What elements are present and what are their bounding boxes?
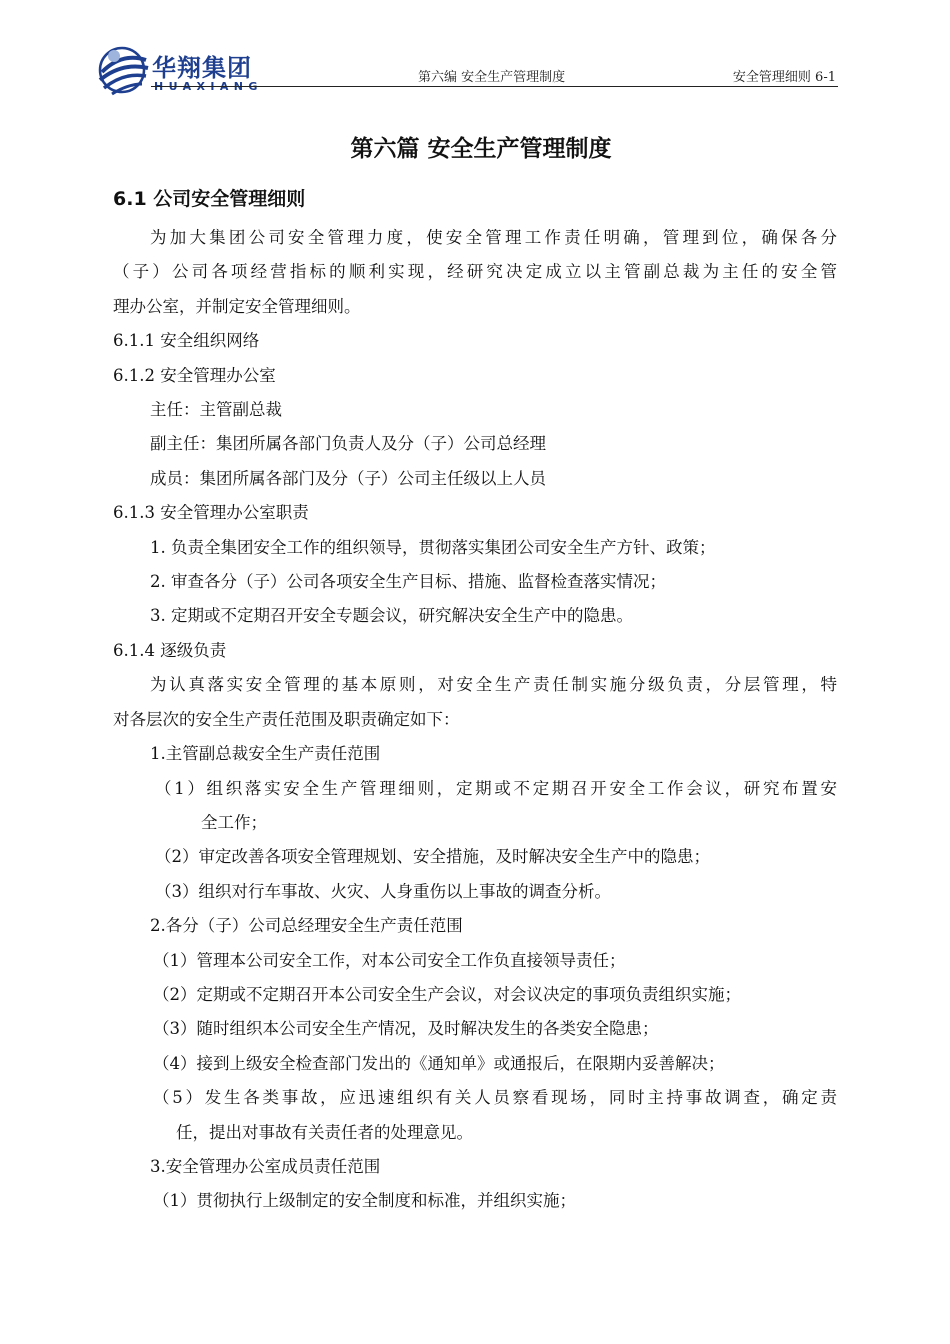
list-item: （1）管理本公司安全工作，对本公司安全工作负直接领导责任； xyxy=(153,950,626,970)
paragraph-line: 成员：集团所属各部门及分（子）公司主任级以上人员 xyxy=(150,468,546,488)
list-item-continuation: 全工作； xyxy=(201,812,267,832)
list-item: （1）组织落实安全生产管理细则，定期或不定期召开安全工作会议，研究布置安 xyxy=(155,778,837,798)
section-title: 6.1 公司安全管理细则 xyxy=(113,188,306,210)
list-heading: 1.主管副总裁安全生产责任范围 xyxy=(150,744,381,764)
company-logo xyxy=(96,42,276,100)
paragraph-line: 理办公室，并制定安全管理细则。 xyxy=(113,296,361,316)
subsection-heading: 6.1.2 安全管理办公室 xyxy=(113,365,276,385)
paragraph-line: 为加大集团公司安全管理力度，使安全管理工作责任明确，管理到位，确保各分 xyxy=(150,228,837,247)
list-item: 1. 负责全集团安全工作的组织领导，贯彻落实集团公司安全生产方针、政策； xyxy=(150,537,716,557)
header-chapter: 第六编 安全生产管理制度 xyxy=(418,70,566,85)
list-item: （3）随时组织本公司安全生产情况，及时解决发生的各类安全隐患； xyxy=(153,1019,659,1039)
list-item: （3）组织对行车事故、火灾、人身重伤以上事故的调查分析。 xyxy=(155,881,611,901)
document-body xyxy=(113,130,837,1219)
logo-english-text: HUAXIANG xyxy=(154,80,263,93)
header-divider xyxy=(151,86,838,87)
logo-chinese-text: 华翔集团 xyxy=(152,54,252,82)
list-item: （2）定期或不定期召开本公司安全生产会议，对会议决定的事项负责组织实施； xyxy=(153,984,741,1004)
paragraph-line: 对各层次的安全生产责任范围及职责确定如下： xyxy=(113,709,460,729)
list-item: （1）贯彻执行上级制定的安全制度和标准，并组织实施； xyxy=(153,1191,576,1211)
list-item: 3. 定期或不定期召开安全专题会议，研究解决安全生产中的隐患。 xyxy=(150,606,633,626)
paragraph-line: 主任：主管副总裁 xyxy=(150,400,282,420)
subsection-heading: 6.1.4 逐级负责 xyxy=(113,640,227,660)
list-item: 2. 审查各分（子）公司各项安全生产目标、措施、监督检查落实情况； xyxy=(150,572,666,592)
header-page-label: 安全管理细则 6-1 xyxy=(732,70,836,85)
list-heading: 3.安全管理办公室成员责任范围 xyxy=(150,1156,381,1176)
globe-logo-icon xyxy=(96,42,152,100)
paragraph-line: 副主任：集团所属各部门负责人及分（子）公司总经理 xyxy=(150,434,546,454)
list-item-continuation: 任，提出对事故有关责任者的处理意见。 xyxy=(176,1122,473,1142)
list-heading: 2.各分（子）公司总经理安全生产责任范围 xyxy=(150,916,463,936)
list-item: （4）接到上级安全检查部门发出的《通知单》或通报后，在限期内妥善解决； xyxy=(153,1053,725,1073)
list-item: （2）审定改善各项安全管理规划、安全措施，及时解决安全生产中的隐患； xyxy=(155,847,710,867)
page-header xyxy=(96,40,838,100)
paragraph-line: 为认真落实安全管理的基本原则，对安全生产责任制实施分级负责，分层管理，特 xyxy=(150,675,837,695)
subsection-heading: 6.1.1 安全组织网络 xyxy=(113,331,260,351)
list-item: （5）发生各类事故，应迅速组织有关人员察看现场，同时主持事故调查，确定责 xyxy=(153,1088,837,1108)
page-title: 第六篇 安全生产管理制度 xyxy=(350,136,612,162)
paragraph-line: （子）公司各项经营指标的顺利实现，经研究决定成立以主管副总裁为主任的安全管 xyxy=(113,262,837,282)
subsection-heading: 6.1.3 安全管理办公室职责 xyxy=(113,503,309,523)
